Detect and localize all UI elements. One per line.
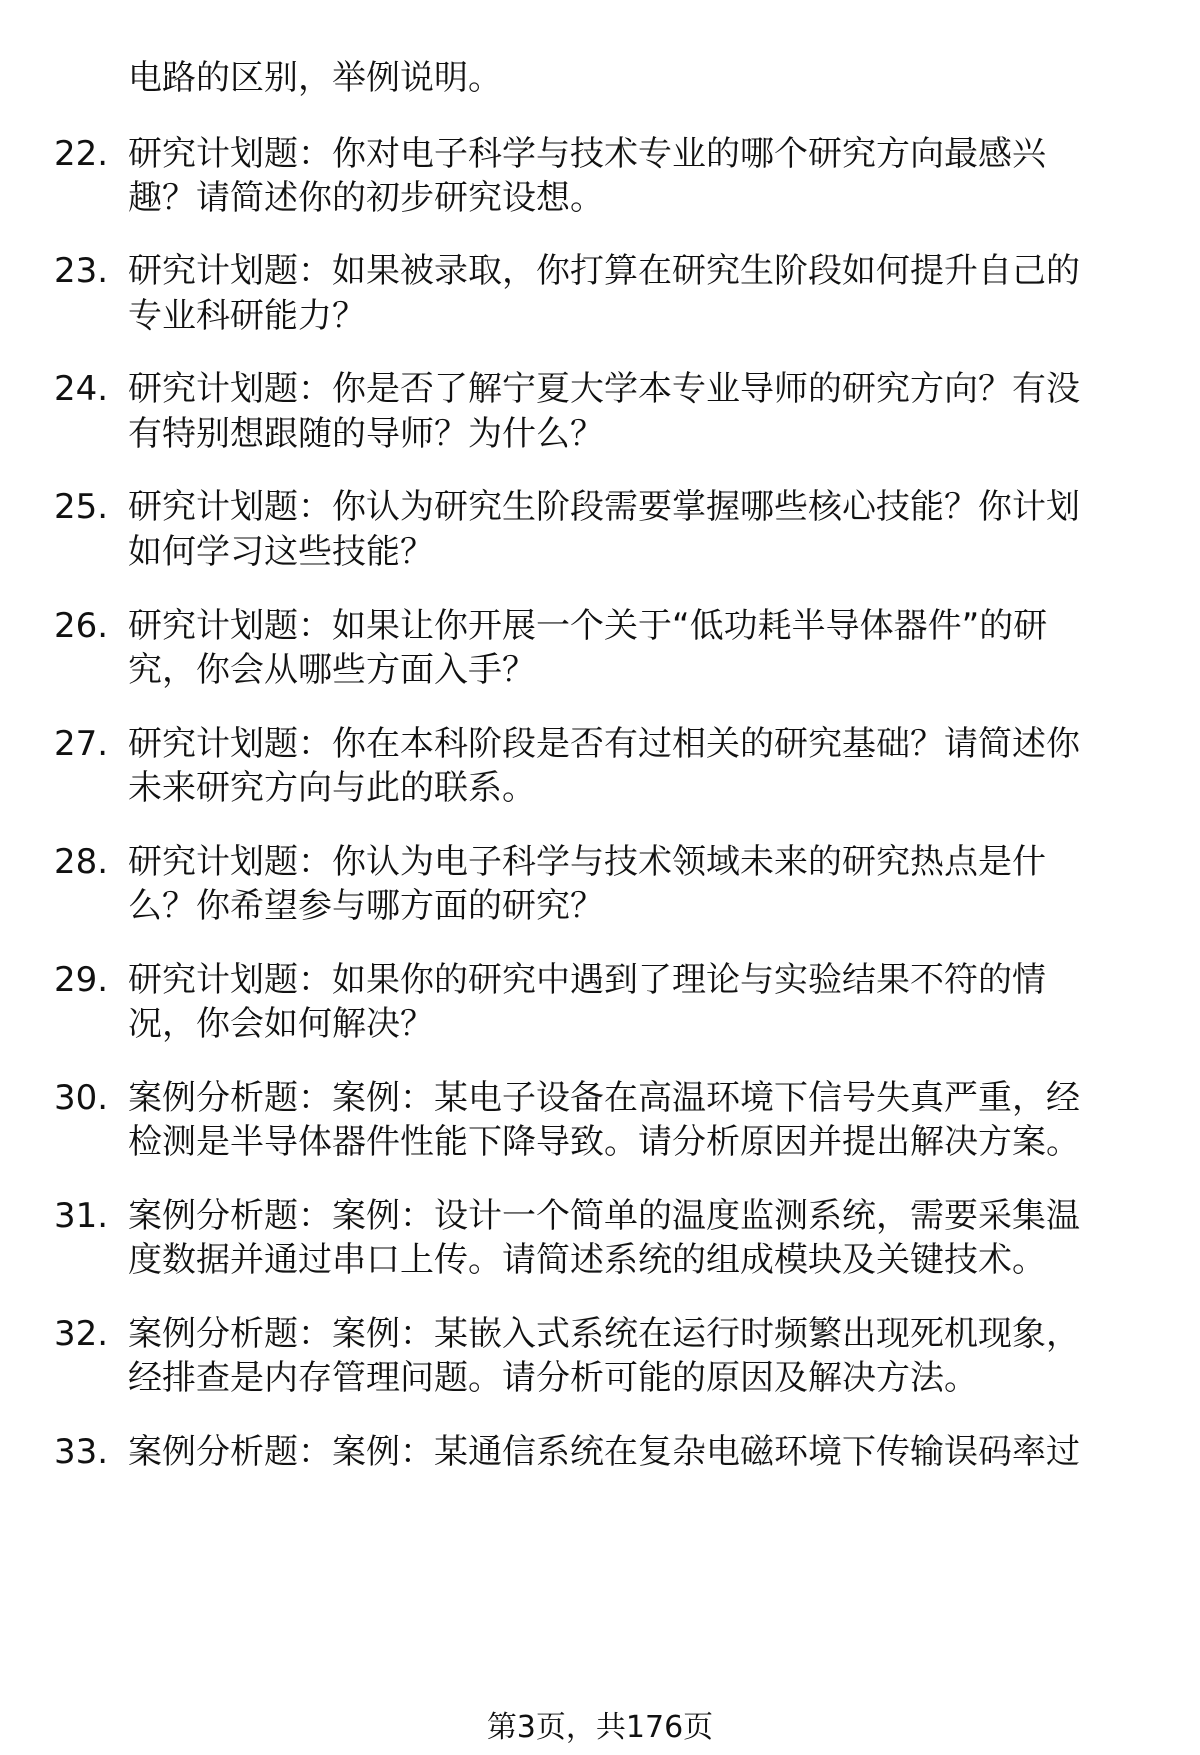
question-text-line-2: 专业科研能力？ (128, 296, 366, 336)
question-text-line-1: 研究计划题：如果你的研究中遇到了理论与实验结果不符的情 (128, 960, 1046, 1000)
question-number: 23. (54, 251, 109, 291)
question-text-line-1: 研究计划题：如果让你开展一个关于“低功耗半导体器件”的研 (128, 606, 1048, 646)
question-number: 33. (54, 1432, 109, 1472)
question-number: 30. (54, 1078, 109, 1118)
question-number: 31. (54, 1196, 109, 1236)
question-text-line-1: 案例分析题：案例：某电子设备在高温环境下信号失真严重，经 (128, 1078, 1080, 1118)
question-text-line-1: 案例分析题：案例：设计一个简单的温度监测系统，需要采集温 (128, 1196, 1080, 1236)
question-number: 27. (54, 724, 109, 764)
question-number: 26. (54, 606, 109, 646)
question-text-line-2: 趣？请简述你的初步研究设想。 (128, 178, 604, 218)
question-number: 25. (54, 487, 109, 527)
question-text-line-1: 研究计划题：如果被录取，你打算在研究生阶段如何提升自己的 (128, 251, 1080, 291)
question-21-continuation: 电路的区别，举例说明。 (128, 58, 502, 98)
question-text-line-2: 么？你希望参与哪方面的研究？ (128, 886, 604, 926)
question-text-line-2: 经排查是内存管理问题。请分析可能的原因及解决方法。 (128, 1358, 978, 1398)
page-number-footer: 第3页，共176页 (486, 1710, 714, 1745)
question-text-line-2: 况，你会如何解决？ (128, 1004, 434, 1044)
question-number: 24. (54, 369, 109, 409)
question-text-line-2: 有特别想跟随的导师？为什么？ (128, 414, 604, 454)
question-number: 22. (54, 134, 109, 174)
question-text-line-1: 案例分析题：案例：某通信系统在复杂电磁环境下传输误码率过 (128, 1432, 1080, 1472)
question-text-line-1: 研究计划题：你是否了解宁夏大学本专业导师的研究方向？有没 (128, 369, 1080, 409)
question-text-line-1: 研究计划题：你认为研究生阶段需要掌握哪些核心技能？你计划 (128, 487, 1080, 527)
question-text-line-2: 检测是半导体器件性能下降导致。请分析原因并提出解决方案。 (128, 1122, 1080, 1162)
question-text-line-2: 如何学习这些技能？ (128, 532, 434, 572)
question-text-line-1: 研究计划题：你对电子科学与技术专业的哪个研究方向最感兴 (128, 134, 1046, 174)
question-text-line-1: 案例分析题：案例：某嵌入式系统在运行时频繁出现死机现象， (128, 1314, 1080, 1354)
question-number: 28. (54, 842, 109, 882)
question-text-line-1: 研究计划题：你认为电子科学与技术领域未来的研究热点是什 (128, 842, 1046, 882)
question-text-line-1: 研究计划题：你在本科阶段是否有过相关的研究基础？请简述你 (128, 724, 1080, 764)
question-number: 32. (54, 1314, 109, 1354)
question-text-line-2: 究，你会从哪些方面入手？ (128, 650, 536, 690)
question-text-line-2: 度数据并通过串口上传。请简述系统的组成模块及关键技术。 (128, 1240, 1046, 1280)
question-text-line-2: 未来研究方向与此的联系。 (128, 768, 536, 808)
question-number: 29. (54, 960, 109, 1000)
